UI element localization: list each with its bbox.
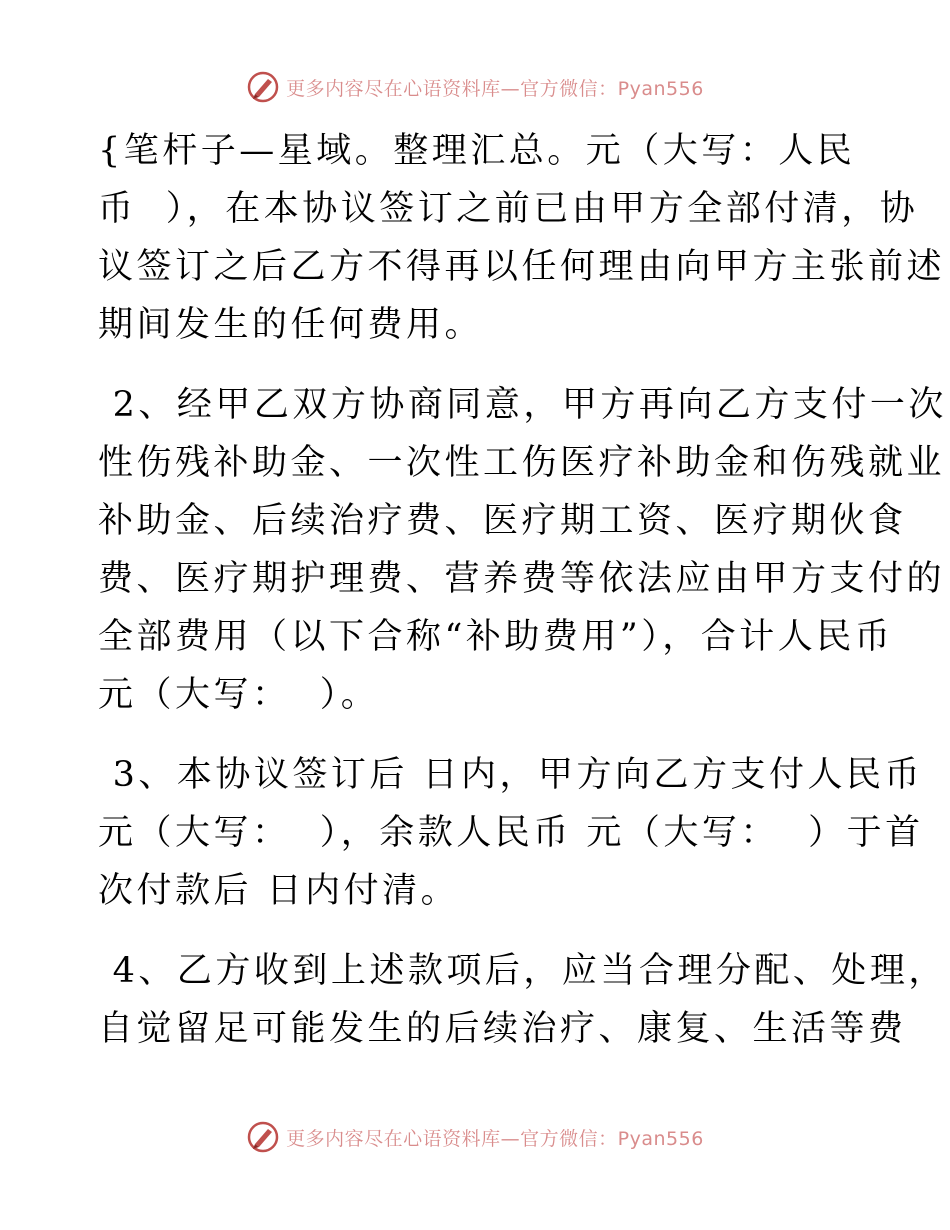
text-line: 性伤残补助金、一次性工伤医疗补助金和伤残就业: [98, 443, 946, 483]
text-line: 费、医疗期护理费、营养费等依法应由甲方支付的: [98, 559, 946, 599]
text-line: 元（大写： ）。: [98, 675, 380, 715]
text-line: 自觉留足可能发生的后续治疗、康复、生活等费: [98, 1009, 907, 1049]
watermark-text: 更多内容尽在心语资料库—官方微信：Pyan556: [286, 77, 704, 100]
text-line: 4、乙方收到上述款项后，应当合理分配、处理，: [98, 951, 947, 991]
pen-nib-logo-icon: [246, 70, 280, 104]
text-line: 全部费用（以下合称“补助费用”），合计人民币: [98, 617, 894, 657]
footer-watermark: [0, 1120, 950, 1154]
text-line: 议签订之后乙方不得再以任何理由向甲方主张前述: [98, 247, 946, 287]
document-body: [98, 122, 947, 1058]
paragraph-2: [98, 376, 947, 724]
text-line: 3、本协议签订后 日内，甲方向乙方支付人民币: [98, 755, 924, 795]
text-line: 期间发生的任何费用。: [98, 305, 484, 345]
text-line: 元（大写： ），余款人民币 元（大写： ）于首: [98, 813, 924, 853]
text-line: 补助金、后续治疗费、医疗期工资、医疗期伙食: [98, 501, 907, 541]
text-line: 2、经甲乙双方协商同意，甲方再向乙方支付一次: [98, 385, 947, 425]
text-line: 币 ），在本协议签订之前已由甲方全部付清，协: [98, 189, 919, 229]
paragraph-1: [98, 122, 946, 354]
pen-nib-logo-icon: [246, 1120, 280, 1154]
paragraph-4: [98, 942, 947, 1058]
text-line: 次付款后 日内付清。: [98, 871, 460, 911]
header-watermark: [0, 70, 950, 104]
paragraph-3: [98, 746, 924, 920]
text-line: {笔杆子—星域。整理汇总。元（大写：人民: [98, 131, 856, 171]
watermark-text: 更多内容尽在心语资料库—官方微信：Pyan556: [286, 1127, 704, 1150]
